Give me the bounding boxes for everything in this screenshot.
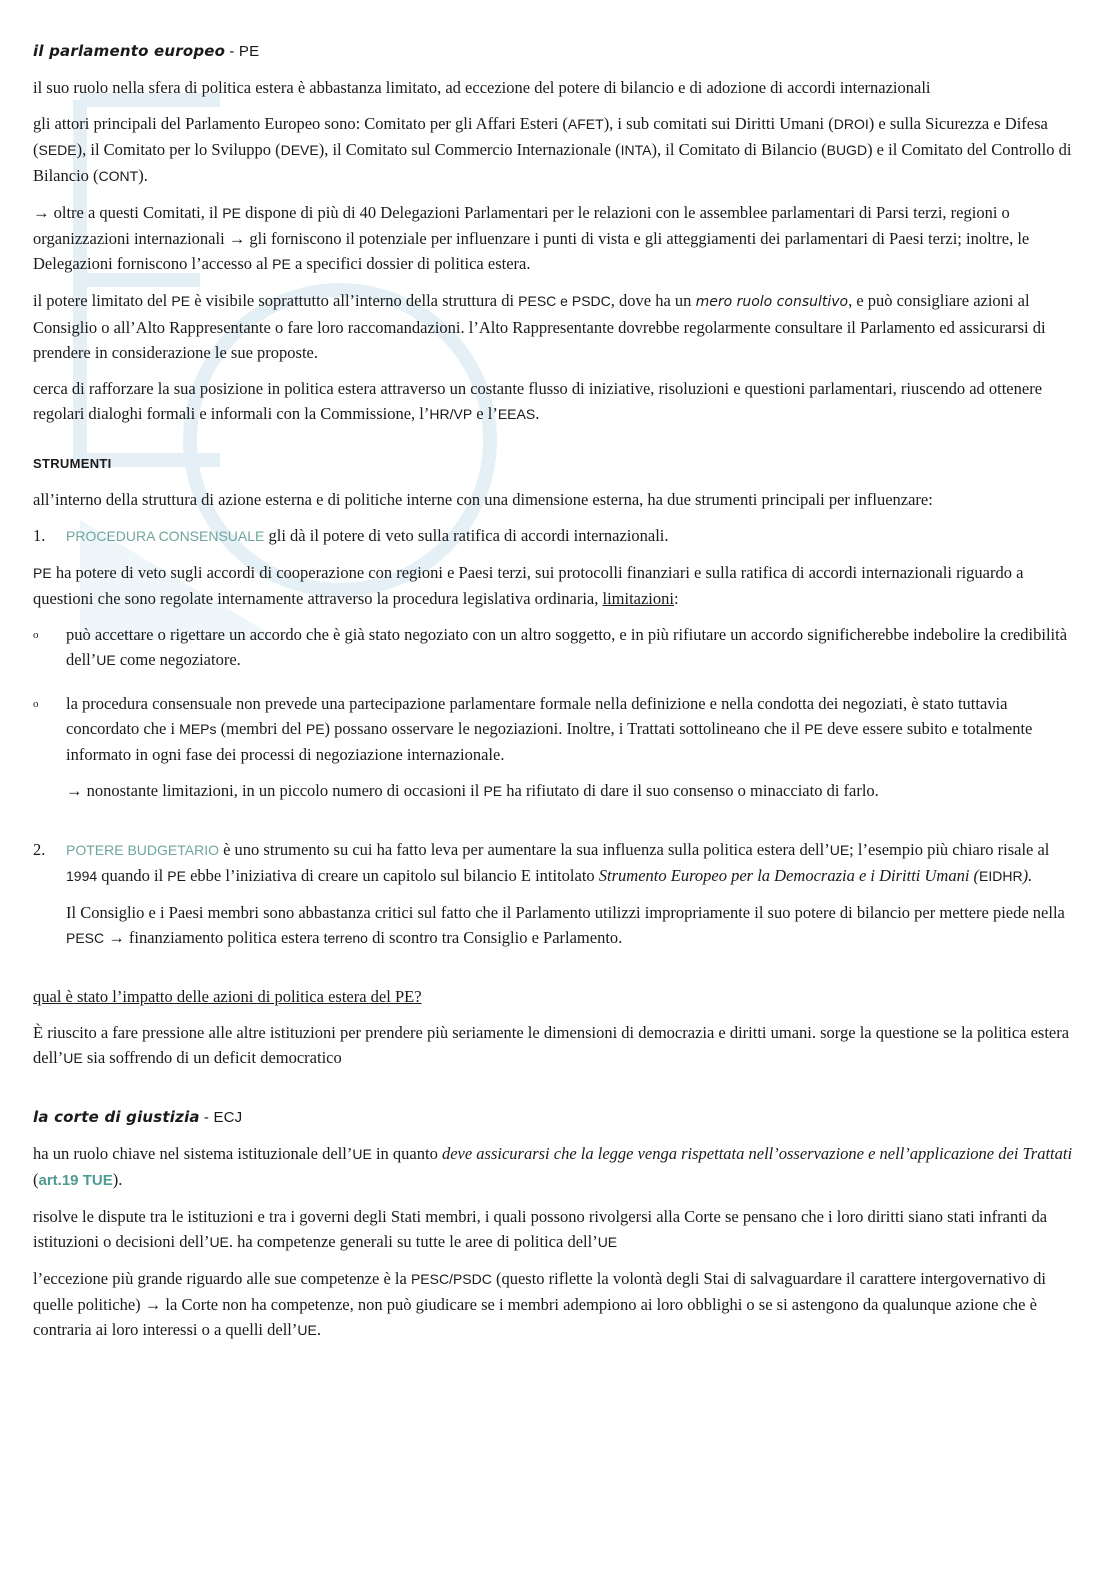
ecj-paragraph-2: risolve le dispute tra le istituzioni e tra i governi degli Stati membri, i quali possono rivolgersi alla Corte se pensano che i loro diritti siano stati infranti da istituzioni o decisioni dell’UE. ha competenze generali su tutte le aree di politica dell’UE [33, 1207, 1048, 1251]
section-title-ecj [33, 1104, 1083, 1130]
pe-paragraph-3: → oltre a questi Comitati, il PE dispone di più di 40 Delegazioni Parlamentari per le relazioni con le assemblee parlamentari di Parsi terzi, regioni o organizzazioni internazionali → gli forniscono il potenziale per influenzare i punti di vista e gli atteggiamenti dei parlamentari di Paesi terzi; inoltre, le Delegazioni forniscono l’accesso al PE a specifici dossier di politica estera. [33, 203, 1030, 273]
item-2-paragraph: Il Consiglio e i Paesi membri sono abbastanza critici sul fatto che il Parlamento utilizzi impropriamente il suo potere di bilancio per mettere piede nella PESC → finanziamento politica estera terreno di scontro tra Consiglio e Parlamento. [66, 903, 1065, 947]
bullet-marker: o [33, 629, 39, 641]
pe-paragraph-2: gli attori principali del Parlamento Europeo sono: Comitato per gli Affari Esteri (AFET), i sub comitati sui Diritti Umani (DROI) e sulla Sicurezza e Difesa (SEDE), il Comitato per lo Sviluppo (DEVE), il Comitato sul Commercio Internazionale (INTA), il Comitato di Bilancio (BUGD) e il Comitato del Controllo di Bilancio (CONT). [33, 114, 1072, 185]
pe-paragraph-1: il suo ruolo nella sfera di politica estera è abbastanza limitato, ad eccezione del potere di bilancio e di adozione di accordi internazionali [33, 78, 931, 97]
handwritten-note: mero ruolo consultivo [695, 294, 849, 310]
title-suffix: - PE [229, 43, 260, 60]
title-suffix: - ECJ [203, 1109, 243, 1126]
bullet-item: o la procedura consensuale non prevede una partecipazione parlamentare formale nella definizione e nella condotta dei negoziati, è stato tuttavia concordato che i MEPs (membri del PE) possano osservare le negoziazioni. Inoltre, i Trattati sottolineano che il PE deve essere subito e totalmente informato in ogni fase dei processi di negoziazione internazionale. [33, 691, 1083, 767]
strumenti-intro: all’interno della struttura di azione esterna e di politiche interne con una dimensione esterna, ha due strumenti principali per influenzare: [33, 490, 933, 509]
title-text: la corte di giustizia [33, 1108, 200, 1126]
item-label: PROCEDURA CONSENSUALE [66, 528, 265, 544]
title-text: il parlamento europeo [33, 42, 226, 60]
bullet-item: o può accettare o rigettare un accordo che è già stato negoziato con un altro soggetto, e in più rifiutare un accordo significherebbe indebolire la credibilità dell’UE come negoziatore. [33, 622, 1083, 673]
veto-paragraph: PE ha potere di veto sugli accordi di cooperazione con regioni e Paesi terzi, sui protocolli finanziari e sulla ratifica di accordi internazionali riguardo a questioni che sono regolate internamente attraverso la procedura legislativa ordinaria, limitazioni: [33, 563, 1024, 608]
pe-paragraph-4: il potere limitato del PE è visibile soprattutto all’interno della struttura di PESC e PSDC, dove ha un mero ruolo consultivo, e può consigliare azioni al Consiglio o all’Alto Rappresentante o fare loro raccomandazioni. l’Alto Rappresentante dovrebbe regolarmente consultare il Parlamento ed assicurarsi di prendere in considerazione le sue proposte. [33, 291, 1046, 362]
arrow-note: → nonostante limitazioni, in un piccolo numero di occasioni il PE ha rifiutato di dare il suo consenso o minacciato di farlo. [66, 781, 879, 800]
numbered-item-2: 2. POTERE BUDGETARIO è uno strumento su cui ha fatto leva per aumentare la sua influenza sulla politica estera dell’UE; l’esempio più chiaro risale al 1994 quando il PE ebbe l’iniziativa di creare un capitolo sul bilancio E intitolato Strumento Europeo per la Democrazia e i Diritti Umani (EIDHR). [33, 837, 1083, 889]
ecj-paragraph-3: l’eccezione più grande riguardo alle sue competenze è la PESC/PSDC (questo riflette la volontà degli Stai di salvaguardare il carattere intergovernativo di quelle politiche) → la Corte non ha competenze, non può giudicare se i membri adempiono ai loro obblighi o se si astengono da qualunque azione che è contraria ai loro interessi o a quelli dell’UE. [33, 1269, 1046, 1339]
numbered-item-1: 1. PROCEDURA CONSENSUALE gli dà il potere di veto sulla ratifica di accordi internazionali. [33, 523, 1083, 549]
section-title-pe [33, 38, 1083, 64]
item-number: 2. [33, 840, 46, 859]
item-number: 1. [33, 526, 46, 545]
pe-paragraph-5: cerca di rafforzare la sua posizione in politica estera attraverso un costante flusso di iniziative, risoluzioni e questioni parlamentari, riuscendo ad ottenere regolari dialoghi formali e informali con la Commissione, l’HR/VP e l’EEAS. [33, 379, 1043, 423]
bullet-marker: o [33, 698, 39, 710]
strumenti-heading: STRUMENTI [33, 456, 112, 471]
document-content [33, 38, 1083, 1354]
impact-question: qual è stato l’impatto delle azioni di politica estera del PE? [33, 987, 422, 1006]
impact-answer: È riuscito a fare pressione alle altre istituzioni per prendere più seriamente le dimensioni di democrazia e diritti umani. sorge la questione se la politica estera dell’UE sia soffrendo di un deficit democratico [33, 1023, 1070, 1067]
item-label: POTERE BUDGETARIO [66, 842, 219, 858]
article-reference: art.19 TUE [38, 1172, 113, 1189]
ecj-paragraph-1: ha un ruolo chiave nel sistema istituzionale dell’UE in quanto deve assicurarsi che la legge venga rispettata nell’osservazione e nell’applicazione dei Trattati (art.19 TUE). [33, 1144, 1073, 1189]
